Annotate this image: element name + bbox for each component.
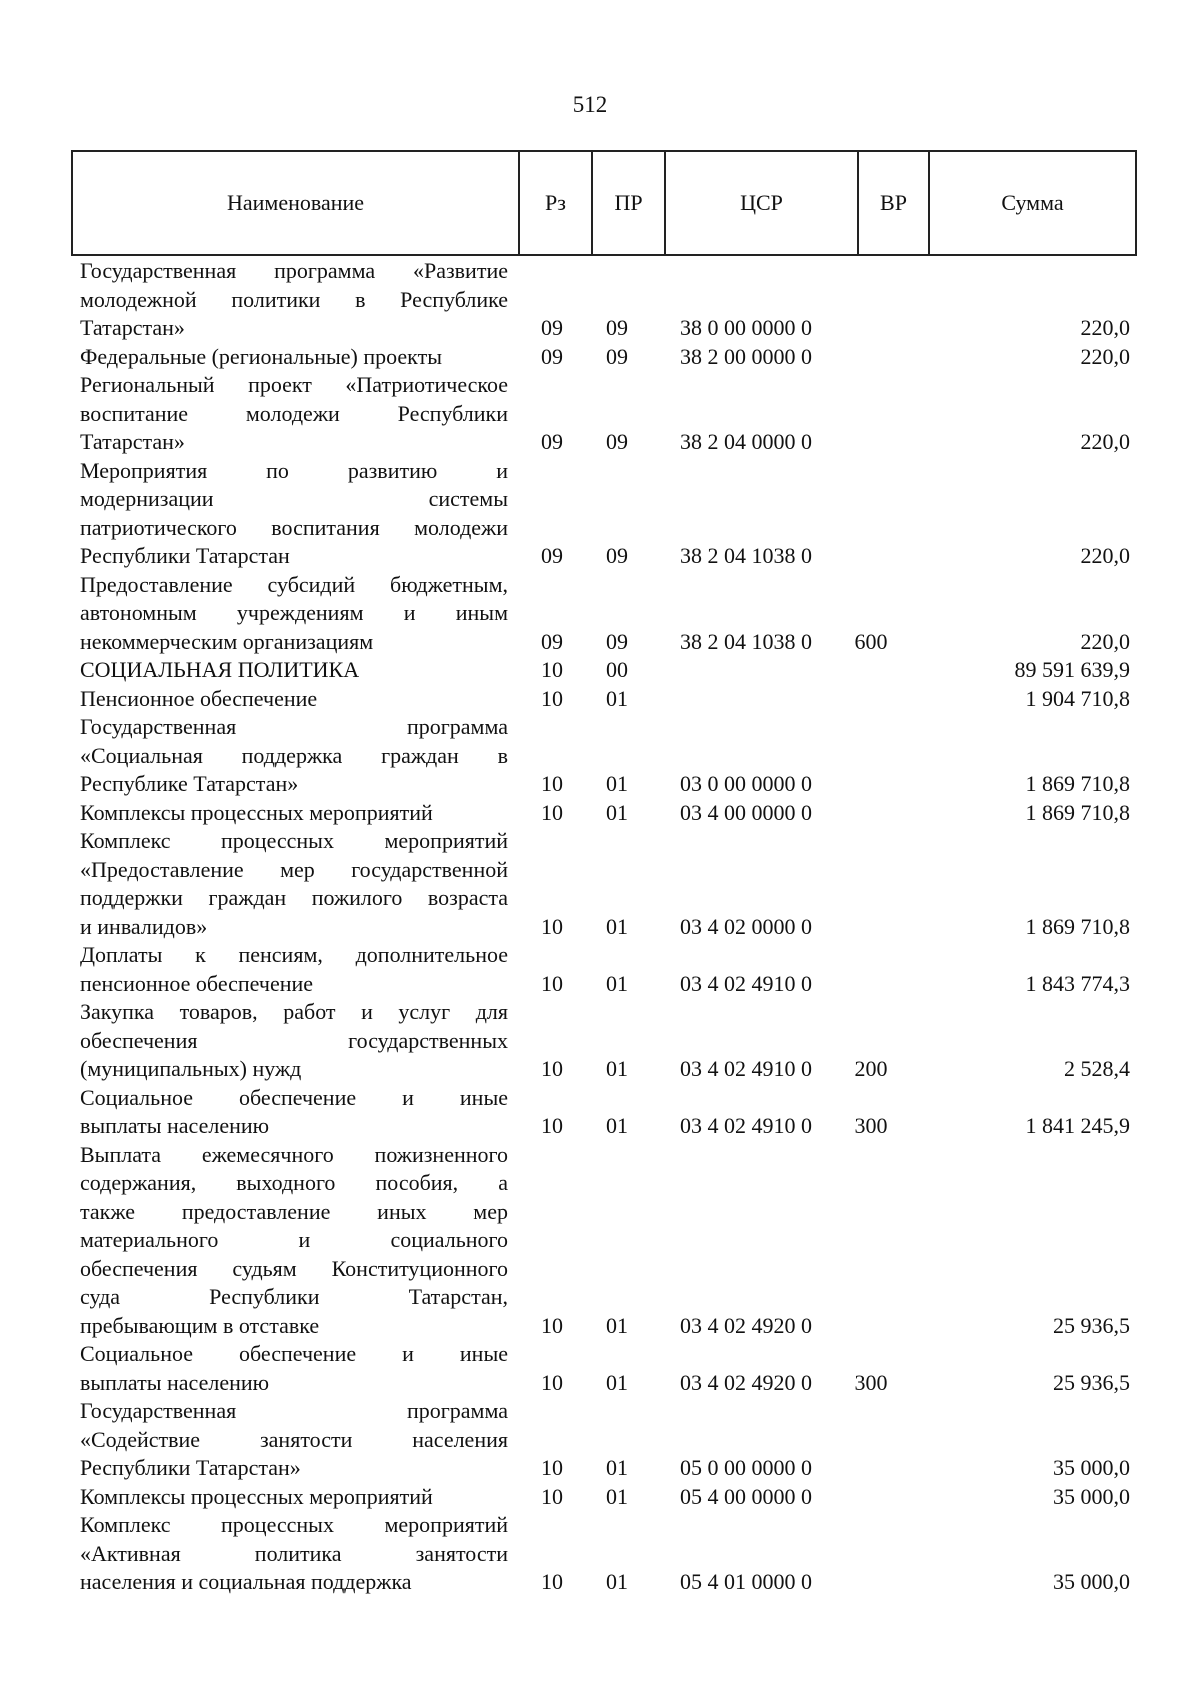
row-name-line: Социальное обеспечение и иные (80, 1341, 508, 1366)
table-row (80, 1483, 1132, 1512)
row-name-line: Федеральные (региональные) проекты (80, 343, 442, 369)
row-name-line: некоммерческим организациям (80, 628, 374, 654)
row-name-line: и инвалидов» (80, 913, 208, 939)
row-name-line: Пенсионное обеспечение (80, 685, 318, 711)
row-name-line: Комплексы процессных мероприятий (80, 1483, 433, 1509)
table-row (80, 713, 1132, 799)
row-csr: 05 0 00 0000 0 (680, 1455, 812, 1480)
row-name-line: Татарстан» (80, 429, 185, 454)
table-row (80, 1084, 1132, 1141)
row-name-line: молодежной политики в Республике (80, 286, 508, 312)
row-csr: 38 2 00 0000 0 (680, 343, 812, 369)
row-name-line: «Социальная поддержка граждан в (80, 742, 508, 768)
row-name-line: Доплаты к пенсиям, дополнительное (80, 942, 508, 967)
row-rz: 10 (541, 685, 563, 711)
row-name-line: поддержки граждан пожилого возраста (80, 885, 508, 910)
row-name-line: «Содействие занятости населения (80, 1426, 508, 1452)
row-name (80, 1340, 512, 1397)
row-sum: 25 936,5 (1053, 1369, 1130, 1395)
row-name-line: Государственная программа (80, 1398, 508, 1423)
row-name-line: Региональный проект «Патриотическое (80, 372, 508, 397)
row-csr: 03 4 02 4920 0 (680, 1312, 812, 1338)
row-name (80, 343, 512, 372)
row-name-line: «Предоставление мер государственной (80, 856, 508, 882)
row-pr: 01 (606, 913, 628, 939)
row-pr: 01 (606, 1483, 628, 1509)
row-pr: 01 (606, 1113, 628, 1138)
row-name (80, 998, 512, 1084)
row-name-line: Республике Татарстан» (80, 771, 299, 796)
row-pr: 01 (606, 1455, 628, 1480)
row-rz: 09 (541, 315, 563, 340)
row-vr: 600 (854, 628, 888, 654)
row-name-line: Республики Татарстан» (80, 1455, 301, 1480)
row-rz: 10 (541, 1369, 563, 1395)
row-pr: 00 (606, 657, 628, 682)
row-name-line: выплаты населению (80, 1113, 270, 1138)
row-csr: 03 4 02 0000 0 (680, 913, 812, 939)
row-name-line: Предоставление субсидий бюджетным, (80, 571, 508, 597)
row-name (80, 685, 512, 714)
row-csr: 03 4 02 4910 0 (680, 1113, 812, 1138)
header-sum: Сумма (1001, 190, 1064, 215)
row-name (80, 941, 512, 998)
table-row (80, 827, 1132, 941)
row-csr: 03 4 02 4910 0 (680, 1056, 812, 1081)
row-rz: 10 (541, 1483, 563, 1509)
row-name-line: СОЦИАЛЬНАЯ ПОЛИТИКА (80, 657, 360, 682)
row-name-line: Мероприятия по развитию и (80, 457, 508, 483)
table-row (80, 1397, 1132, 1483)
row-pr: 01 (606, 799, 628, 825)
row-csr: 05 4 00 0000 0 (680, 1483, 812, 1509)
row-name (80, 1483, 512, 1512)
row-rz: 10 (541, 1312, 563, 1338)
row-name (80, 571, 512, 657)
row-name (80, 257, 512, 343)
row-sum: 220,0 (1080, 315, 1130, 340)
table-row (80, 656, 1132, 685)
row-name-line: «Активная политика занятости (80, 1540, 508, 1566)
table-row (80, 343, 1132, 372)
row-name-line: воспитание молодежи Республики (80, 400, 508, 426)
row-rz: 10 (541, 657, 563, 682)
row-name (80, 1511, 512, 1597)
row-sum: 1 869 710,8 (1025, 913, 1130, 939)
row-sum: 220,0 (1080, 628, 1130, 654)
row-rz: 09 (541, 543, 563, 568)
row-csr: 03 4 02 4910 0 (680, 970, 812, 996)
row-sum: 25 936,5 (1053, 1312, 1130, 1338)
row-csr: 38 2 04 1038 0 (680, 628, 812, 654)
row-rz: 10 (541, 771, 563, 796)
row-vr: 200 (854, 1056, 888, 1081)
row-rz: 09 (541, 343, 563, 369)
row-name-line: Социальное обеспечение и иные (80, 1084, 508, 1110)
row-name-line: автономным учреждениям и иным (80, 600, 508, 625)
row-name-line: Выплата ежемесячного пожизненного (80, 1141, 508, 1167)
row-name-line: патриотического воспитания молодежи (80, 514, 508, 540)
row-pr: 09 (606, 315, 628, 340)
row-rz: 10 (541, 1569, 563, 1594)
row-name (80, 457, 512, 571)
row-sum: 220,0 (1080, 343, 1130, 369)
row-name-line: Государственная программа (80, 714, 508, 739)
row-sum: 2 528,4 (1064, 1056, 1130, 1081)
row-rz: 10 (541, 799, 563, 825)
row-csr: 38 2 04 0000 0 (680, 429, 812, 454)
row-sum: 220,0 (1080, 429, 1130, 454)
row-name-line: (муниципальных) нужд (80, 1056, 302, 1081)
header-csr: ЦСР (666, 152, 859, 254)
row-rz: 10 (541, 970, 563, 996)
row-name-line: Комплекс процессных мероприятий (80, 828, 508, 853)
row-pr: 09 (606, 343, 628, 369)
row-rz: 10 (541, 913, 563, 939)
row-name-line: материального и социального (80, 1227, 508, 1252)
row-csr: 38 0 00 0000 0 (680, 315, 812, 340)
table-row (80, 1340, 1132, 1397)
row-sum: 89 591 639,9 (1014, 657, 1130, 682)
row-sum: 1 843 774,3 (1025, 970, 1130, 996)
row-vr: 300 (854, 1113, 888, 1138)
row-sum: 35 000,0 (1053, 1569, 1130, 1594)
row-pr: 01 (606, 970, 628, 996)
row-name-line: Татарстан» (80, 315, 185, 340)
table-row (80, 799, 1132, 828)
row-vr: 300 (854, 1369, 888, 1395)
row-sum: 220,0 (1080, 543, 1130, 568)
row-pr: 01 (606, 1369, 628, 1395)
row-name (80, 1084, 512, 1141)
row-sum: 35 000,0 (1053, 1455, 1130, 1480)
row-name-line: модернизации системы (80, 486, 508, 511)
row-name-line: Комплекс процессных мероприятий (80, 1512, 508, 1537)
row-rz: 10 (541, 1113, 563, 1138)
row-pr: 01 (606, 1056, 628, 1081)
row-name-line: Закупка товаров, работ и услуг для (80, 999, 508, 1024)
row-name-line: обеспечения государственных (80, 1027, 508, 1053)
row-name (80, 656, 512, 685)
row-name-line: Государственная программа «Развитие (80, 258, 508, 283)
row-pr: 09 (606, 543, 628, 568)
row-csr: 05 4 01 0000 0 (680, 1569, 812, 1594)
row-name-line: пребывающим в отставке (80, 1312, 320, 1338)
row-name (80, 713, 512, 799)
table-row (80, 257, 1132, 343)
table-body (80, 257, 1132, 1597)
row-rz: 10 (541, 1056, 563, 1081)
row-pr: 01 (606, 685, 628, 711)
table-row (80, 941, 1132, 998)
row-name-line: содержания, выходного пособия, а (80, 1170, 508, 1195)
row-csr: 03 0 00 0000 0 (680, 771, 812, 796)
header-vr: ВР (859, 152, 930, 254)
table-header (71, 150, 1137, 256)
table-row (80, 685, 1132, 714)
row-name-line: выплаты населению (80, 1369, 270, 1395)
row-name (80, 371, 512, 457)
table-row (80, 371, 1132, 457)
row-csr: 38 2 04 1038 0 (680, 543, 812, 568)
table-row (80, 998, 1132, 1084)
row-name-line: Комплексы процессных мероприятий (80, 799, 433, 825)
header-name: Наименование (73, 152, 520, 254)
row-pr: 01 (606, 1569, 628, 1594)
row-rz: 10 (541, 1455, 563, 1480)
row-name-line: Республики Татарстан (80, 543, 290, 568)
row-name (80, 827, 512, 941)
row-rz: 09 (541, 429, 563, 454)
row-csr: 03 4 02 4920 0 (680, 1369, 812, 1395)
row-sum: 1 869 710,8 (1025, 771, 1130, 796)
row-sum: 1 869 710,8 (1025, 799, 1130, 825)
row-name (80, 1141, 512, 1341)
row-name-line: суда Республики Татарстан, (80, 1284, 508, 1309)
header-rz: Рз (520, 152, 593, 254)
row-sum: 1 841 245,9 (1025, 1113, 1130, 1138)
table-row (80, 457, 1132, 571)
row-name-line: также предоставление иных мер (80, 1198, 508, 1224)
row-name (80, 1397, 512, 1483)
row-pr: 01 (606, 1312, 628, 1338)
row-pr: 09 (606, 429, 628, 454)
row-name (80, 799, 512, 828)
row-name-line: обеспечения судьям Конституционного (80, 1255, 508, 1281)
table-row (80, 1511, 1132, 1597)
page-number: 512 (572, 92, 608, 117)
row-csr: 03 4 00 0000 0 (680, 799, 812, 825)
row-sum: 35 000,0 (1053, 1483, 1130, 1509)
row-name-line: пенсионное обеспечение (80, 970, 314, 996)
table-row (80, 571, 1132, 657)
row-rz: 09 (541, 628, 563, 654)
row-pr: 09 (606, 628, 628, 654)
row-name-line: населения и социальная поддержка (80, 1569, 412, 1594)
header-pr: ПР (593, 152, 666, 254)
row-sum: 1 904 710,8 (1025, 685, 1130, 711)
row-pr: 01 (606, 771, 628, 796)
table-row (80, 1141, 1132, 1341)
